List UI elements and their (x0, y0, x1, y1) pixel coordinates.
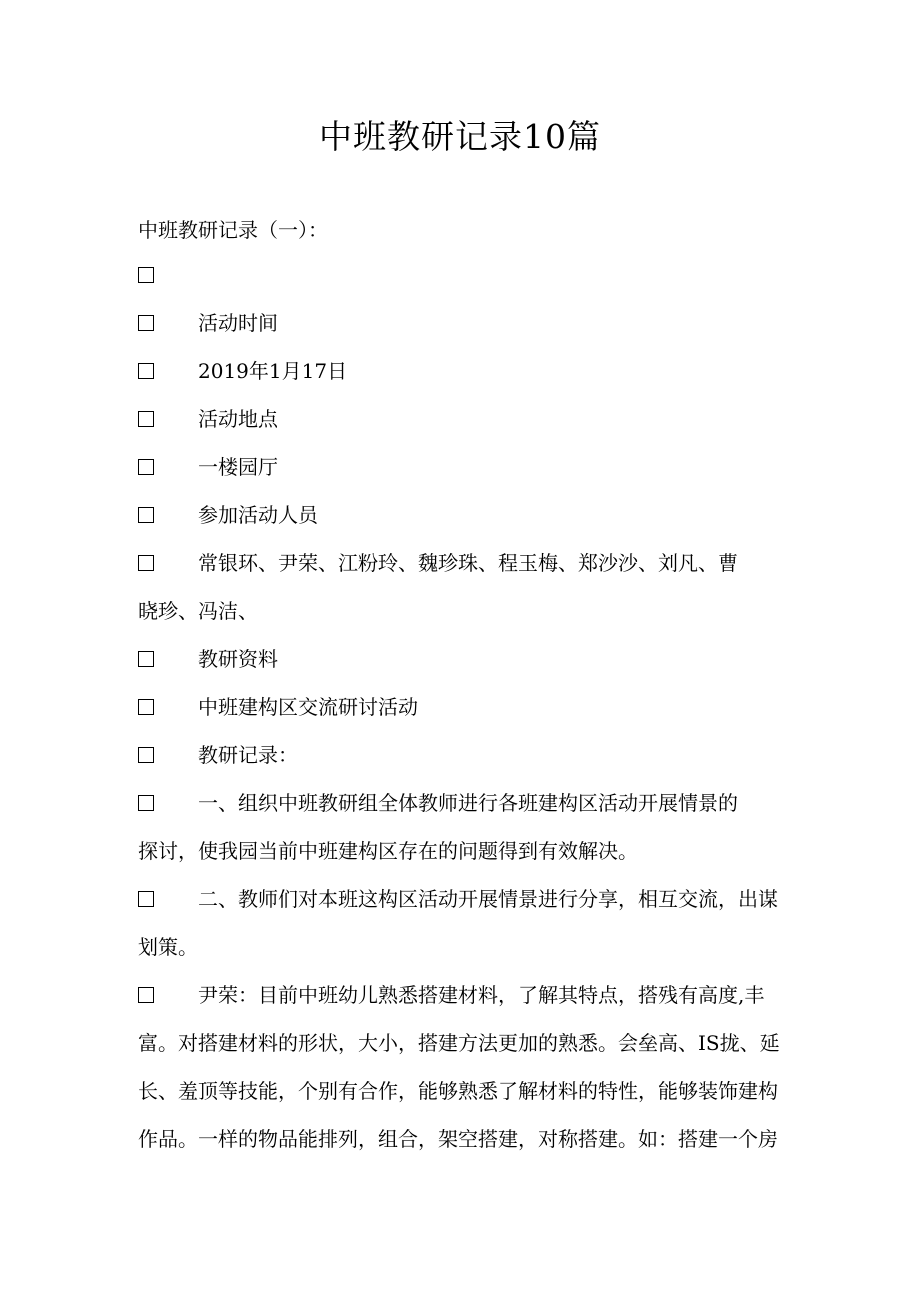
list-item (138, 251, 788, 299)
list-item-line (138, 971, 788, 1019)
checkbox-icon (138, 459, 154, 475)
list-item-line (138, 923, 788, 971)
list-item-line (138, 875, 788, 923)
list-item (138, 539, 788, 635)
list-item-line (138, 587, 788, 635)
checkbox-icon (138, 363, 154, 379)
checkbox-icon (138, 795, 154, 811)
checkbox-icon (138, 507, 154, 523)
list-item-line (138, 1067, 788, 1115)
list-item (138, 443, 788, 491)
list-item-line (138, 827, 788, 875)
list-item-line (138, 251, 788, 299)
list-item-text: 二、教师们对本班这构区活动开展情景进行分享，相互交流，出谋 (198, 887, 778, 911)
list-item (138, 971, 788, 1163)
list-item-line (138, 395, 788, 443)
checkbox-icon (138, 987, 154, 1003)
list-item-text: 作品。一样的物品能排列，组合，架空搭建，对称搭建。如：搭建一个房 (138, 1127, 778, 1151)
checkbox-icon (138, 267, 154, 283)
list-item-text: 探讨，使我园当前中班建构区存在的问题得到有效解决。 (138, 839, 638, 863)
checkbox-icon (138, 891, 154, 907)
list-item (138, 491, 788, 539)
list-item-line (138, 731, 788, 779)
list-item-text: 中班建构区交流研讨活动 (198, 695, 418, 719)
list-item-text: 长、羞顶等技能，个别有合作，能够熟悉了解材料的特性，能够装饰建构 (138, 1079, 778, 1103)
list-item-line (138, 299, 788, 347)
list-item-line (138, 443, 788, 491)
list-item-line (138, 1115, 788, 1163)
list-item-line (138, 1019, 788, 1067)
list-item (138, 731, 788, 779)
list-item (138, 299, 788, 347)
list-item-line (138, 347, 788, 395)
list-item-text: 活动时间 (198, 311, 278, 335)
list-item-text: 富。对搭建材料的形状，大小，搭建方法更加的熟悉。会垒高、IS拢、延 (138, 1031, 780, 1055)
list-item-text: 尹荣：目前中班幼儿熟悉搭建材料，了解其特点，搭残有高度,丰 (198, 983, 765, 1007)
list-item-text: 一楼园厅 (198, 455, 278, 479)
list-item-line (138, 779, 788, 827)
list-item-text: 常银环、尹荣、江粉玲、魏珍珠、程玉梅、郑沙沙、刘凡、曹 (198, 551, 738, 575)
list-item-text: 2019年1月17日 (198, 359, 348, 383)
list-item-line (138, 491, 788, 539)
list-item-text: 教研资料 (198, 647, 278, 671)
list-item (138, 347, 788, 395)
list-item-line (138, 635, 788, 683)
list-item (138, 395, 788, 443)
list-item-text: 教研记录： (198, 743, 298, 767)
checkbox-icon (138, 699, 154, 715)
checkbox-icon (138, 411, 154, 427)
list-item-text: 划策。 (138, 935, 198, 959)
checkbox-icon (138, 315, 154, 331)
list-item (138, 683, 788, 731)
list-item-text: 一、组织中班教研组全体教师进行各班建构区活动开展情景的 (198, 791, 738, 815)
checkbox-icon (138, 555, 154, 571)
checkbox-icon (138, 651, 154, 667)
list-item (138, 779, 788, 875)
checkbox-icon (138, 747, 154, 763)
section-heading: 中班教研记录（一）： (138, 218, 328, 242)
list-item-text: 活动地点 (198, 407, 278, 431)
document-title: 中班教研记录10篇 (319, 117, 601, 156)
list-item-line (138, 683, 788, 731)
list-item (138, 875, 788, 971)
list-item-text: 参加活动人员 (198, 503, 318, 527)
list-item-line (138, 539, 788, 587)
list-item-text: 晓珍、冯洁、 (138, 599, 258, 623)
list-item (138, 635, 788, 683)
